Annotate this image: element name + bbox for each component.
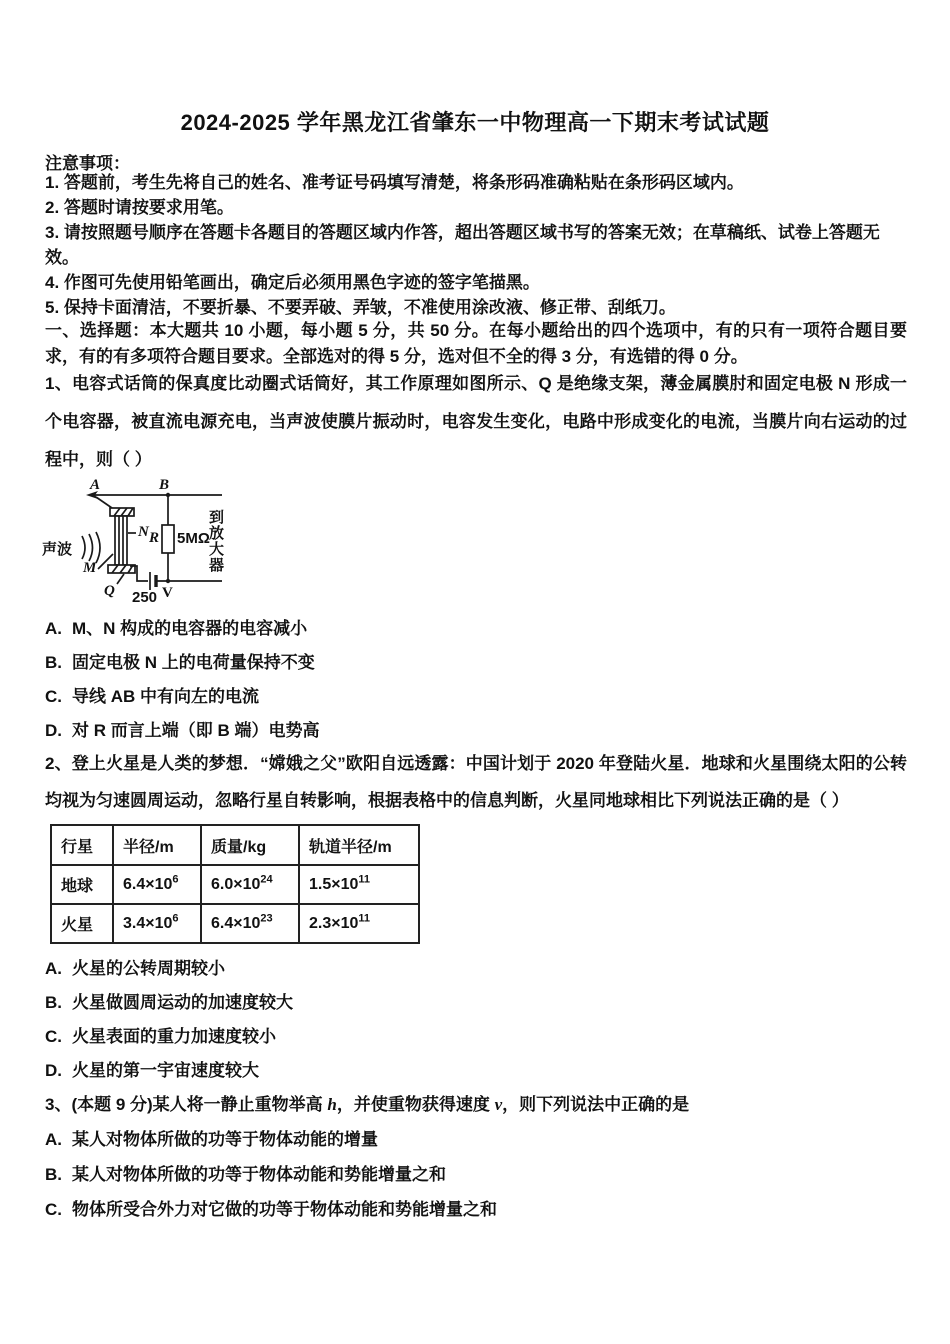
q2-option-c: C. 火星表面的重力加速度较小 [45, 1027, 276, 1046]
circuit-diagram [40, 473, 340, 625]
header-mass: 质量/kg [201, 825, 299, 865]
battery-value-label: 250 [132, 589, 158, 606]
q3-option-a: A. 某人对物体所做的功等于物体动能的增量 [45, 1130, 378, 1149]
header-orbit-radius: 轨道半径/m [299, 825, 419, 865]
q3-option-c: C. 物体所受合外力对它做的功等于物体动能和势能增量之和 [45, 1200, 497, 1219]
resistor-r-label: R [149, 530, 160, 546]
variable-h: h [327, 1095, 337, 1114]
notice-item-5: 5. 保持卡面清洁，不要折暴、不要弄破、弄皱，不准使用涂改液、修正带、刮纸刀。 [45, 298, 676, 317]
table-header-row [51, 825, 419, 865]
table-row-earth [51, 865, 419, 904]
q1-option-d: D. 对 R 而言上端（即 B 端）电势高 [45, 721, 320, 740]
terminal-a-label: A [90, 477, 101, 493]
earth-orbit: $1.5\times 10^{11}$ [299, 865, 419, 904]
notice-item-2: 2. 答题时请按要求用笔。 [45, 198, 234, 217]
planet-data-table [50, 824, 420, 944]
sound-wave-label: 声波 [42, 541, 73, 558]
notice-item-3: 3. 请按照题号顺序在答题卡各题目的答题区域内作答，超出答题区域书写的答案无效；在草稿纸、试卷上答题无效。 [45, 223, 880, 267]
q1-option-a: A. M、N 构成的电容器的电容减小 [45, 619, 308, 638]
to-amplifier-label: 到放大器 [207, 509, 224, 573]
support-q-label: Q [104, 583, 115, 599]
resistor-body [162, 525, 174, 553]
electrode-n-label: N [138, 524, 149, 540]
mars-mass: $6.4\times 10^{23}$ [201, 904, 299, 943]
variable-v: v [494, 1095, 503, 1114]
mars-name: 火星 [51, 904, 113, 943]
q1-option-c: C. 导线 AB 中有向左的电流 [45, 687, 259, 706]
notice-item-1: 1. 答题前，考生先将自己的姓名、准考证号码填写清楚，将条形码准确粘贴在条形码区域内。 [45, 173, 744, 192]
page-title: 2024-2025 学年黑龙江省肇东一中物理高一下期末考试试题 [180, 110, 770, 135]
question-2-options [45, 952, 915, 1088]
sound-wave-arc [82, 536, 85, 559]
q3-option-b: B. 某人对物体所做的功等于物体动能和势能增量之和 [45, 1165, 446, 1184]
notice-heading: 注意事项： [45, 154, 130, 173]
question-3-text: 3、(本题 9 分)某人将一静止重物举高 h，并使重物获得速度 v，则下列说法中正确的是 [45, 1095, 690, 1114]
battery-unit-label: V [162, 585, 173, 601]
notice-item-4: 4. 作图可先使用铅笔画出，确定后必须用黑色字迹的签字笔描黑。 [45, 273, 540, 292]
earth-name: 地球 [51, 865, 113, 904]
sound-wave-arc [89, 534, 93, 561]
plate-n [123, 516, 127, 565]
question-1-circuit-figure [40, 473, 340, 625]
resistor-value-label: 5MΩ [177, 530, 210, 547]
q2-option-a: A. 火星的公转周期较小 [45, 959, 225, 978]
plate-m [115, 516, 119, 565]
question-3-options [45, 1122, 915, 1227]
mars-radius: $3.4\times 10^6$ [113, 904, 201, 943]
header-planet: 行星 [51, 825, 113, 865]
planet-data-table-wrap [50, 824, 420, 944]
question-1-text: 1、电容式话筒的保真度比动圈式话筒好，其工作原理如图所示、Q 是绝缘支架，薄金属膜肘和固定电极 N 形成一个电容器，被直流电源充电，当声波使膜片振动时，电容发生变化，电路中形成变化的电流，当膜片向右运动的过程中，则（ ） [45, 374, 907, 469]
notice-list [45, 170, 907, 320]
earth-radius: $6.4\times 10^6$ [113, 865, 201, 904]
question-2-text: 2、登上火星是人类的梦想．“嫦娥之父”欧阳自远透露：中国计划于 2020 年登陆火星．地球和火星围绕太阳的公转均视为匀速圆周运动，忽略行星自转影响，根据表格中的信息判断，火星同地球相比下列说法正确的是（ ） [45, 754, 907, 810]
section-1-instructions: 一、选择题：本大题共 10 小题，每小题 5 分，共 50 分。在每小题给出的四个选项中，有的只有一项符合题目要求，有的有多项符合题目要求。全部选对的得 5 分，选对但不全的得 3 分，有选错的得 0 分。 [45, 321, 907, 366]
terminal-b-label: B [159, 477, 170, 493]
table-row-mars [51, 904, 419, 943]
header-radius: 半径/m [113, 825, 201, 865]
q2-option-d: D. 火星的第一宇宙速度较大 [45, 1061, 259, 1080]
question-1-options [45, 612, 915, 748]
sound-wave-arc [96, 532, 100, 563]
earth-mass: $6.0\times 10^{24}$ [201, 865, 299, 904]
q2-option-b: B. 火星做圆周运动的加速度较大 [45, 993, 293, 1012]
membrane-m-label: M [83, 560, 97, 576]
mars-orbit: $2.3\times 10^{11}$ [299, 904, 419, 943]
q1-option-b: B. 固定电极 N 上的电荷量保持不变 [45, 653, 315, 672]
